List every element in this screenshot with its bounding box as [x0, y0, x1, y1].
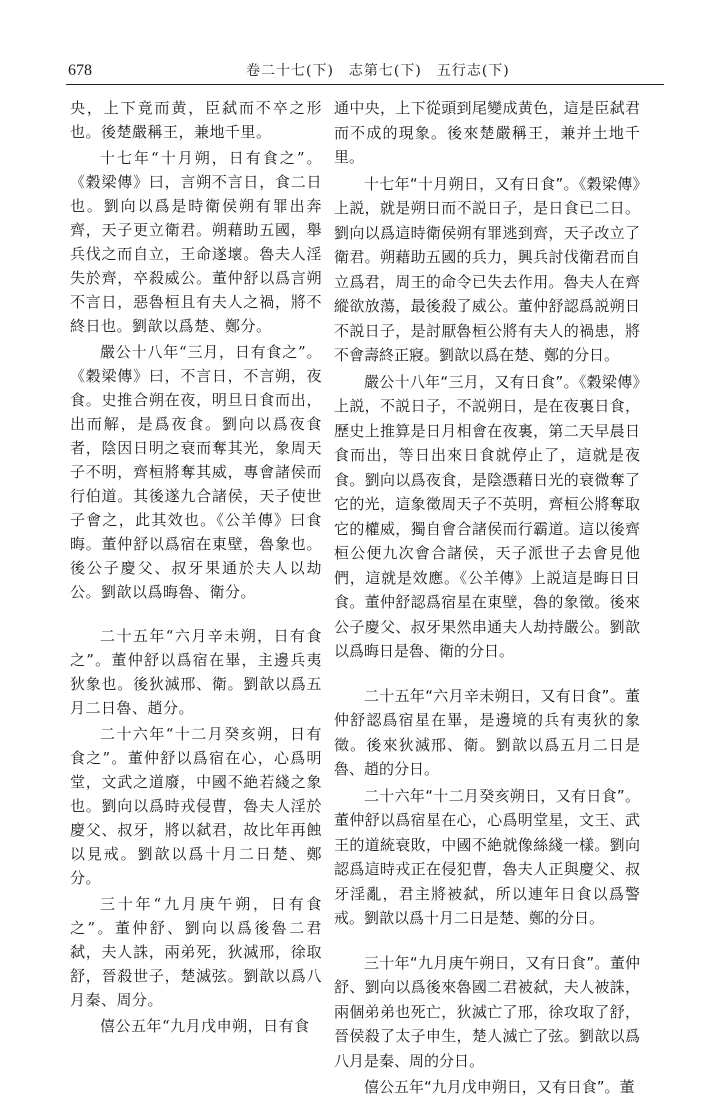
paragraph: 嚴公十八年“三月，又有日食”。《穀梁傳》上説，不説日子，不説朔日，是在夜裏日食，歷史上推算是日月相會在夜裏，第二天早晨日食而出，等日出來日食就停止了，這就是夜食。劉向以爲夜食，是陰憑藉日光的衰微奪了它的光，這象徵周天子不英明，齊桓公將奪取它的權威，獨自會合諸侯而行霸道。這以後齊桓公便九次會合諸侯，天子派世子去會見他們，這就是效應。《公羊傳》上説這是晦日日食。董仲舒認爲宿星在東壁，魯的象徵。後來公子慶父、叔牙果然串通夫人劫持嚴公。劉歆以爲晦日是魯、衛的分日。	[334, 372, 640, 660]
paragraph: 十七年“十月朔日，又有日食”。《穀梁傳》上説，就是朔日而不説日子，是日食已二日。劉向以爲這時衛侯朔有罪逃到齊，天子改立了衛君。朔藉助五國的兵力，興兵討伐衛君而自立爲君，周王的命令已失去作用。魯夫人在齊縱欲放蕩，最後殺了威公。董仲舒認爲説朔日不説日子，是討厭魯桓公將有夫人的禍患，將不會壽終正寢。劉歆以爲在楚、鄭的分日。	[334, 174, 640, 364]
paragraph-gap	[70, 606, 322, 624]
modern-translation-column	[334, 96, 640, 1102]
paragraph: 嚴公十八年“三月，日有食之”。《穀梁傳》曰，不言日，不言朔，夜食。史推合朔在夜，明旦日食而出，出而解，是爲夜食。劉向以爲夜食者，陰因日明之衰而奪其光，象周天子不明，齊桓將奪其威，專會諸侯而行伯道。其後遂九合諸侯，天子使世子會之，此其效也。《公羊傳》曰食晦。董仲舒以爲宿在東壁，魯象也。後公子慶父、叔牙果通於夫人以劫公。劉歆以爲晦魯、衛分。	[70, 343, 322, 601]
running-head: 卷二十七(下) 志第七(下) 五行志(下)	[246, 63, 510, 79]
paragraph: 二十五年“六月辛未朔，日有食之”。董仲舒以爲宿在畢，主邊兵夷狄象也。後狄滅邢、衛。劉歆以爲五月二日魯、趙分。	[70, 627, 322, 717]
paragraph: 僖公五年“九月戊申朔日，又有日食”。董	[364, 1078, 635, 1096]
paragraph: 三十年“九月庚午朔，日有食之”。董仲舒、劉向以爲後魯二君弑，夫人誅，兩弟死，狄滅邢，徐取舒，晉殺世子，楚滅弦。劉歆以爲八月秦、周分。	[70, 895, 322, 1009]
paragraph-gap	[334, 933, 640, 951]
paragraph: 十七年“十月朔，日有食之”。《穀梁傳》曰，言朔不言日，食二日也。劉向以爲是時衛侯朔有罪出奔齊，天子更立衛君。朔藉助五國，舉兵伐之而自立，王命遂壞。魯夫人淫失於齊，卒殺威公。董仲舒以爲言朔不言日，惡魯桓且有夫人之禍，將不終日也。劉歆以爲楚、鄭分。	[70, 149, 322, 335]
paragraph: 央，上下竟而黄，臣弑而不卒之形也。後楚嚴稱王，兼地千里。	[70, 99, 322, 141]
paragraph: 二十六年“十二月癸亥朔，日有食之”。董仲舒以爲宿在心，心爲明堂，文武之道廢，中國不絶若綫之象也。劉向以爲時戎侵曹，魯夫人淫於慶父、叔牙，將以弑君，故比年再蝕以見戒。劉歆以爲十月二日楚、鄭分。	[70, 725, 322, 887]
page-header	[66, 58, 664, 85]
paragraph: 二十五年“六月辛未朔日，又有日食”。董仲舒認爲宿星在畢，是邊境的兵有夷狄的象徵。後來狄滅邢、衛。劉歆以爲五月二日是魯、趙的分日。	[334, 686, 640, 778]
classical-text-column	[70, 96, 322, 1040]
paragraph: 通中央，上下從頭到尾變成黄色，這是臣弑君而不成的現象。後來楚嚴稱王，兼并土地千里。	[334, 99, 640, 166]
paragraph: 僖公五年“九月戊申朔，日有食	[100, 1017, 310, 1035]
paragraph: 二十六年“十二月癸亥朔日，又有日食”。董仲舒以爲宿星在心，心爲明堂星，文王、武王的道統衰敗，中國不絶就像絲綫一樣。劉向認爲這時戎正在侵犯曹，魯夫人正與慶父、叔牙淫亂，君主將被弑，所以連年日食以爲警戒。劉歆以爲十月二日是楚、鄭的分日。	[334, 786, 640, 927]
paragraph-gap	[334, 666, 640, 684]
paragraph: 三十年“九月庚午朔日，又有日食”。董仲舒、劉向以爲後來魯國二君被弑，夫人被誅，兩個弟弟也死亡，狄滅亡了邢，徐攻取了舒，晉侯殺了太子申生，楚人滅亡了弦。劉歆以爲八月是秦、周的分日。	[334, 953, 640, 1070]
page-number: 678	[68, 62, 92, 79]
